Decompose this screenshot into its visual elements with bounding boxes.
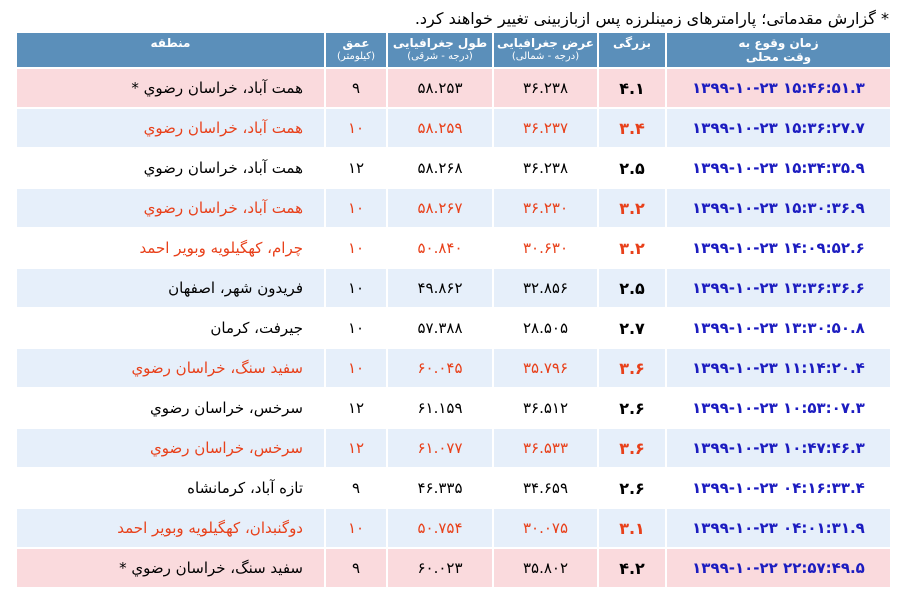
longitude-cell: ۵۰.۷۵۴ (388, 507, 494, 547)
table-row[interactable] (17, 67, 890, 107)
latitude-cell: ۳۶.۲۳۷ (494, 107, 599, 147)
depth-cell: ۱۰ (326, 347, 388, 387)
depth-cell: ۱۰ (326, 307, 388, 347)
table-row[interactable] (17, 227, 890, 267)
longitude-cell: ۴۹.۸۶۲ (388, 267, 494, 307)
longitude-cell: ۴۶.۳۳۵ (388, 467, 494, 507)
depth-cell: ۱۰ (326, 227, 388, 267)
table-row[interactable] (17, 267, 890, 307)
time-cell: ۱۳۹۹-۱۰-۲۳ ۱۳:۳۰:۵۰.۸ (667, 307, 890, 347)
latitude-cell: ۳۰.۰۷۵ (494, 507, 599, 547)
time-cell: ۱۳۹۹-۱۰-۲۳ ۱۳:۳۶:۳۶.۶ (667, 267, 890, 307)
earthquake-table-container (17, 33, 890, 603)
region-cell: سرخس، خراسان رضوي (17, 387, 326, 427)
region-cell: همت آباد، خراسان رضوي (17, 107, 326, 147)
magnitude-cell: ۴.۱ (599, 67, 667, 107)
region-cell: سفيد سنگ، خراسان رضوي (17, 347, 326, 387)
time-cell: ۱۳۹۹-۱۰-۲۳ ۱۰:۵۳:۰۷.۳ (667, 387, 890, 427)
header-depth[interactable]: عمق (کیلومتر) (326, 33, 388, 67)
longitude-cell: ۵۰.۸۴۰ (388, 227, 494, 267)
longitude-cell: ۵۷.۳۸۸ (388, 307, 494, 347)
magnitude-cell: ۳.۲ (599, 187, 667, 227)
latitude-cell: ۲۸.۵۰۵ (494, 307, 599, 347)
depth-cell: ۱۰ (326, 107, 388, 147)
longitude-cell: ۶۱.۰۷۷ (388, 427, 494, 467)
region-cell: جيرفت، كرمان (17, 307, 326, 347)
latitude-cell: ۳۵.۸۰۲ (494, 547, 599, 587)
magnitude-cell: ۲.۶ (599, 387, 667, 427)
latitude-cell: ۳۵.۷۹۶ (494, 347, 599, 387)
table-row[interactable] (17, 347, 890, 387)
latitude-cell: ۳۶.۵۱۲ (494, 387, 599, 427)
region-cell: چرام، کهگیلویه وبویر احمد (17, 227, 326, 267)
table-row[interactable] (17, 427, 890, 467)
latitude-cell: ۳۰.۶۳۰ (494, 227, 599, 267)
magnitude-cell: ۲.۵ (599, 267, 667, 307)
time-cell: ۱۳۹۹-۱۰-۲۳ ۱۵:۳۰:۳۶.۹ (667, 187, 890, 227)
magnitude-cell: ۴.۲ (599, 547, 667, 587)
header-time[interactable]: زمان وقوع به وقت محلی (667, 33, 890, 67)
depth-cell: ۹ (326, 467, 388, 507)
header-latitude[interactable]: عرض جغرافیایی (درجه - شمالی) (494, 33, 599, 67)
magnitude-cell: ۳.۶ (599, 347, 667, 387)
table-row[interactable] (17, 387, 890, 427)
time-cell: ۱۳۹۹-۱۰-۲۳ ۱۱:۱۴:۲۰.۴ (667, 347, 890, 387)
latitude-cell: ۳۴.۶۵۹ (494, 467, 599, 507)
magnitude-cell: ۲.۵ (599, 147, 667, 187)
longitude-cell: ۵۸.۲۵۹ (388, 107, 494, 147)
time-cell: ۱۳۹۹-۱۰-۲۳ ۰۴:۰۱:۳۱.۹ (667, 507, 890, 547)
region-cell: همت آباد، خراسان رضوي (17, 187, 326, 227)
longitude-cell: ۵۸.۲۶۸ (388, 147, 494, 187)
table-row[interactable] (17, 467, 890, 507)
table-row[interactable] (17, 187, 890, 227)
longitude-cell: ۵۸.۲۶۷ (388, 187, 494, 227)
header-magnitude[interactable]: بزرگی (599, 33, 667, 67)
magnitude-cell: ۳.۶ (599, 427, 667, 467)
time-cell: ۱۳۹۹-۱۰-۲۲ ۲۲:۵۷:۴۹.۵ (667, 547, 890, 587)
longitude-cell: ۶۰.۰۴۵ (388, 347, 494, 387)
time-cell: ۱۳۹۹-۱۰-۲۳ ۱۰:۴۷:۴۶.۳ (667, 427, 890, 467)
latitude-cell: ۳۲.۸۵۶ (494, 267, 599, 307)
region-cell: همت آباد، خراسان رضوي (17, 147, 326, 187)
preliminary-report-note: * گزارش مقدماتی؛ پارامترهای زمینلرزه پس ازبازبینی تغییر خواهند کرد. (414, 9, 889, 28)
magnitude-cell: ۳.۴ (599, 107, 667, 147)
depth-cell: ۱۲ (326, 147, 388, 187)
table-row[interactable] (17, 107, 890, 147)
latitude-cell: ۳۶.۲۳۸ (494, 147, 599, 187)
region-cell: تازه آباد، کرمانشاه (17, 467, 326, 507)
region-cell: سفيد سنگ، خراسان رضوي * (17, 547, 326, 587)
longitude-cell: ۶۰.۰۲۳ (388, 547, 494, 587)
region-cell: دوگنبدان، كهگيلويه وبوير احمد (17, 507, 326, 547)
depth-cell: ۱۰ (326, 267, 388, 307)
table-header-row (17, 33, 890, 67)
region-cell: همت آباد، خراسان رضوي * (17, 67, 326, 107)
latitude-cell: ۳۶.۲۳۰ (494, 187, 599, 227)
time-cell: ۱۳۹۹-۱۰-۲۳ ۰۴:۱۶:۳۳.۴ (667, 467, 890, 507)
depth-cell: ۱۲ (326, 387, 388, 427)
longitude-cell: ۶۱.۱۵۹ (388, 387, 494, 427)
magnitude-cell: ۳.۲ (599, 227, 667, 267)
table-row[interactable] (17, 147, 890, 187)
depth-cell: ۹ (326, 547, 388, 587)
magnitude-cell: ۲.۶ (599, 467, 667, 507)
depth-cell: ۱۲ (326, 427, 388, 467)
table-row[interactable] (17, 307, 890, 347)
depth-cell: ۱۰ (326, 507, 388, 547)
table-row[interactable] (17, 547, 890, 587)
table-row[interactable] (17, 507, 890, 547)
depth-cell: ۹ (326, 67, 388, 107)
time-cell: ۱۳۹۹-۱۰-۲۳ ۱۵:۴۶:۵۱.۳ (667, 67, 890, 107)
time-cell: ۱۳۹۹-۱۰-۲۳ ۱۵:۳۶:۲۷.۷ (667, 107, 890, 147)
time-cell: ۱۳۹۹-۱۰-۲۳ ۱۵:۳۴:۳۵.۹ (667, 147, 890, 187)
magnitude-cell: ۳.۱ (599, 507, 667, 547)
earthquake-table (17, 33, 890, 587)
header-region[interactable]: منطقه (17, 33, 326, 67)
header-longitude[interactable]: طول جغرافیایی (درجه - شرقی) (388, 33, 494, 67)
longitude-cell: ۵۸.۲۵۳ (388, 67, 494, 107)
region-cell: سرخس، خراسان رضوي (17, 427, 326, 467)
latitude-cell: ۳۶.۵۳۳ (494, 427, 599, 467)
time-cell: ۱۳۹۹-۱۰-۲۳ ۱۴:۰۹:۵۲.۶ (667, 227, 890, 267)
latitude-cell: ۳۶.۲۳۸ (494, 67, 599, 107)
region-cell: فریدون شهر، اصفهان (17, 267, 326, 307)
magnitude-cell: ۲.۷ (599, 307, 667, 347)
depth-cell: ۱۰ (326, 187, 388, 227)
